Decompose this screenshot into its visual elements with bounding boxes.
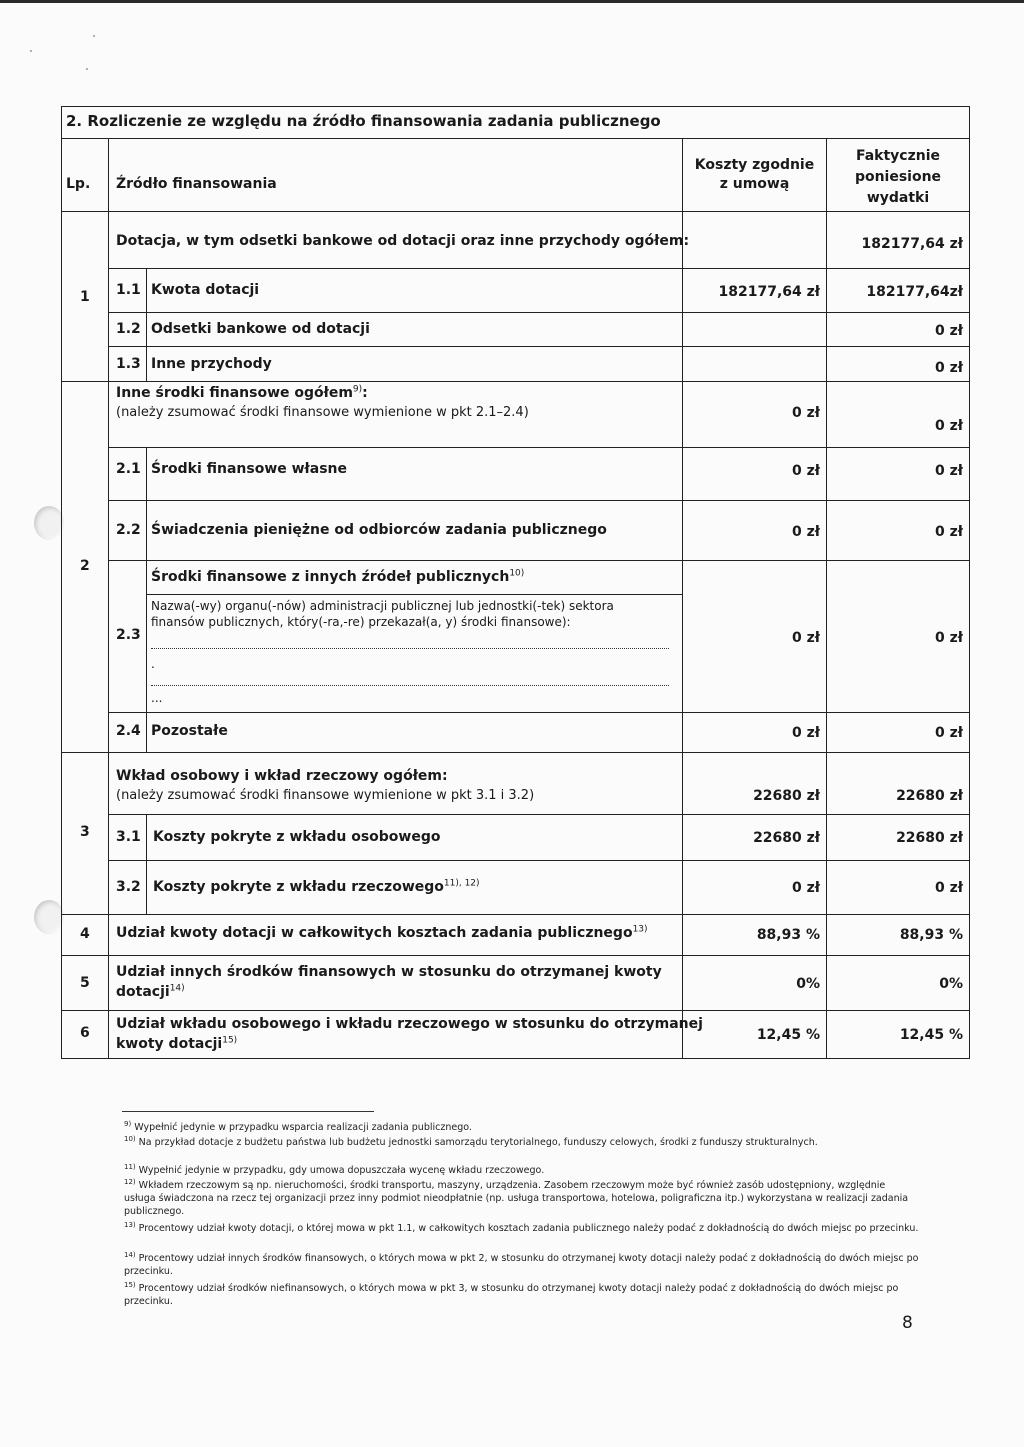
row1-lp: 1 — [80, 289, 90, 305]
row6-actual: 12,45 % — [899, 1027, 963, 1043]
row12-actual: 0 zł — [935, 323, 963, 339]
row32-no: 3.2 — [116, 879, 141, 895]
footnote-11: $^{11)}$ Wypełnić jedynie w przypadku, gdy umowa dopuszczała wycenę wkładu rzeczowego. — [124, 1162, 545, 1176]
row21-no: 2.1 — [116, 461, 141, 477]
row21-label: Środki finansowe własne — [151, 461, 347, 477]
row4-planned: 88,93 % — [756, 927, 820, 943]
footnote-separator — [122, 1111, 374, 1112]
header-actual-line2: poniesione — [854, 169, 942, 185]
row31-label: Koszty pokryte z wkładu osobowego — [153, 829, 441, 845]
scan-speck — [86, 68, 88, 70]
footnote-9: $^{9)}$ Wypełnić jedynie w przypadku wsparcia realizacji zadania publicznego. — [124, 1119, 472, 1133]
footnote-14: $^{14)}$ Procentowy udział innych środków finansowych, o których mowa w pkt 2, w stosunku do otrzymanej kwoty dotacji należy podać z dokładnością do dwóch miejsc po przecinku. — [124, 1250, 919, 1277]
row13-label: Inne przychody — [151, 356, 272, 372]
row6-lp: 6 — [80, 1025, 90, 1041]
row32-actual: 0 zł — [935, 880, 963, 896]
header-actual: Faktycznie — [855, 148, 941, 164]
row23-planned: 0 zł — [792, 630, 820, 646]
row1-total-actual: 182177,64 zł — [861, 236, 963, 252]
row23-dotted-line-2 — [151, 684, 669, 686]
row31-no: 3.1 — [116, 829, 141, 845]
row5-lp: 5 — [80, 975, 90, 991]
scan-speck — [30, 50, 32, 52]
row11-planned: 182177,64 zł — [718, 284, 820, 300]
row23-ellipsis: ... — [151, 691, 163, 705]
row4-label: Udział kwoty dotacji w całkowitych kosztach zadania publicznego$^{13)}$ — [116, 924, 648, 941]
row1-total-label: Dotacja, w tym odsetki bankowe od dotacji oraz inne przychody ogółem: — [116, 233, 690, 249]
row2-lp: 2 — [80, 558, 90, 574]
row21-planned: 0 zł — [792, 463, 820, 479]
page-number: 8 — [902, 1313, 913, 1333]
row23-dot: . — [151, 657, 155, 671]
footnote-13: $^{13)}$ Procentowy udział kwoty dotacji, o której mowa w pkt 1.1, w całkowitych kosztach zadania publicznego należy podać z dokładnością do dwóch miejsc po przecinku. — [124, 1220, 919, 1234]
row24-actual: 0 zł — [935, 725, 963, 741]
header-lp: Lp. — [66, 176, 91, 192]
punch-hole-bottom — [34, 900, 64, 934]
row5-planned: 0% — [796, 976, 820, 992]
header-planned: Koszty zgodnie — [694, 157, 815, 173]
row23-note-line2: finansów publicznych, który(-ra,-re) przekazał(a, y) środki finansowe): — [151, 615, 571, 629]
row23-no: 2.3 — [116, 627, 141, 643]
row11-actual: 182177,64zł — [866, 284, 963, 300]
row31-actual: 22680 zł — [896, 830, 963, 846]
row13-actual: 0 zł — [935, 360, 963, 376]
row22-planned: 0 zł — [792, 524, 820, 540]
row2-total-actual: 0 zł — [935, 418, 963, 434]
row5-actual: 0% — [939, 976, 963, 992]
row3-total-actual: 22680 zł — [896, 788, 963, 804]
row2-total-label: Inne środki finansowe ogółem$^{9)}$: — [116, 384, 368, 401]
row13-no: 1.3 — [116, 356, 141, 372]
row12-label: Odsetki bankowe od dotacji — [151, 321, 370, 337]
section-title: 2. Rozliczenie ze względu na źródło finansowania zadania publicznego — [66, 112, 661, 130]
row3-total-note: (należy zsumować środki finansowe wymienione w pkt 3.1 i 3.2) — [116, 788, 535, 803]
row32-label: Koszty pokryte z wkładu rzeczowego$^{11), 12)}$ — [153, 878, 480, 895]
row12-no: 1.2 — [116, 321, 141, 337]
row32-planned: 0 zł — [792, 880, 820, 896]
punch-hole-top — [34, 506, 64, 540]
row23-label: Środki finansowe z innych źródeł publicznych$^{10)}$ — [151, 568, 525, 585]
row31-planned: 22680 zł — [753, 830, 820, 846]
footnote-12: $^{12)}$ Wkładem rzeczowym są np. nieruchomości, środki transportu, maszyny, urządzenia. Zasobem rzeczowym może być również zasób udostępniony, względnie usługa świadczona na rzecz tej organizacji przez inny podmiot nieodpłatnie (np. usługa transportowa, hotelowa, poligraficzna itp.) wykorzystana w realizacji zadania publicznego. — [124, 1177, 909, 1217]
row23-dotted-line-1 — [151, 647, 669, 649]
header-source: Źródło finansowania — [116, 176, 277, 192]
row11-no: 1.1 — [116, 282, 141, 298]
row6-label-line2: kwoty dotacji$^{15)}$ — [116, 1035, 238, 1052]
row24-planned: 0 zł — [792, 725, 820, 741]
row3-total-label: Wkład osobowy i wkład rzeczowy ogółem: — [116, 768, 448, 784]
row6-label-line1: Udział wkładu osobowego i wkładu rzeczowego w stosunku do otrzymanej — [116, 1016, 703, 1032]
row11-label: Kwota dotacji — [151, 282, 260, 298]
row3-total-planned: 22680 zł — [753, 788, 820, 804]
row23-actual: 0 zł — [935, 630, 963, 646]
row22-no: 2.2 — [116, 522, 141, 538]
header-actual-line3: wydatki — [866, 190, 930, 206]
footnote-15: $^{15)}$ Procentowy udział środków niefinansowych, o których mowa w pkt 3, w stosunku do otrzymanej kwoty dotacji należy podać z dokładnością do dwóch miejsc po przecinku. — [124, 1280, 899, 1307]
row22-label: Świadczenia pieniężne od odbiorców zadania publicznego — [151, 522, 607, 538]
row2-total-planned: 0 zł — [792, 405, 820, 421]
scan-speck — [93, 35, 95, 37]
row6-planned: 12,45 % — [756, 1027, 820, 1043]
footnote-10: $^{10)}$ Na przykład dotacje z budżetu państwa lub budżetu jednostki samorządu terytorialnego, funduszy celowych, środki z funduszy strukturalnych. — [124, 1134, 818, 1148]
row2-total-note: (należy zsumować środki finansowe wymienione w pkt 2.1–2.4) — [116, 405, 529, 420]
row5-label-line2: dotacji$^{14)}$ — [116, 983, 185, 1000]
row5-label-line1: Udział innych środków finansowych w stosunku do otrzymanej kwoty — [116, 964, 662, 980]
row4-actual: 88,93 % — [899, 927, 963, 943]
row22-actual: 0 zł — [935, 524, 963, 540]
scan-top-edge — [0, 0, 1024, 3]
row23-note-line1: Nazwa(-wy) organu(-nów) administracji publicznej lub jednostki(-tek) sektora — [151, 599, 614, 613]
row24-label: Pozostałe — [151, 723, 228, 739]
row21-actual: 0 zł — [935, 463, 963, 479]
row4-lp: 4 — [80, 926, 90, 942]
row3-lp: 3 — [80, 824, 90, 840]
row24-no: 2.4 — [116, 723, 141, 739]
header-planned-line2: z umową — [719, 176, 790, 192]
